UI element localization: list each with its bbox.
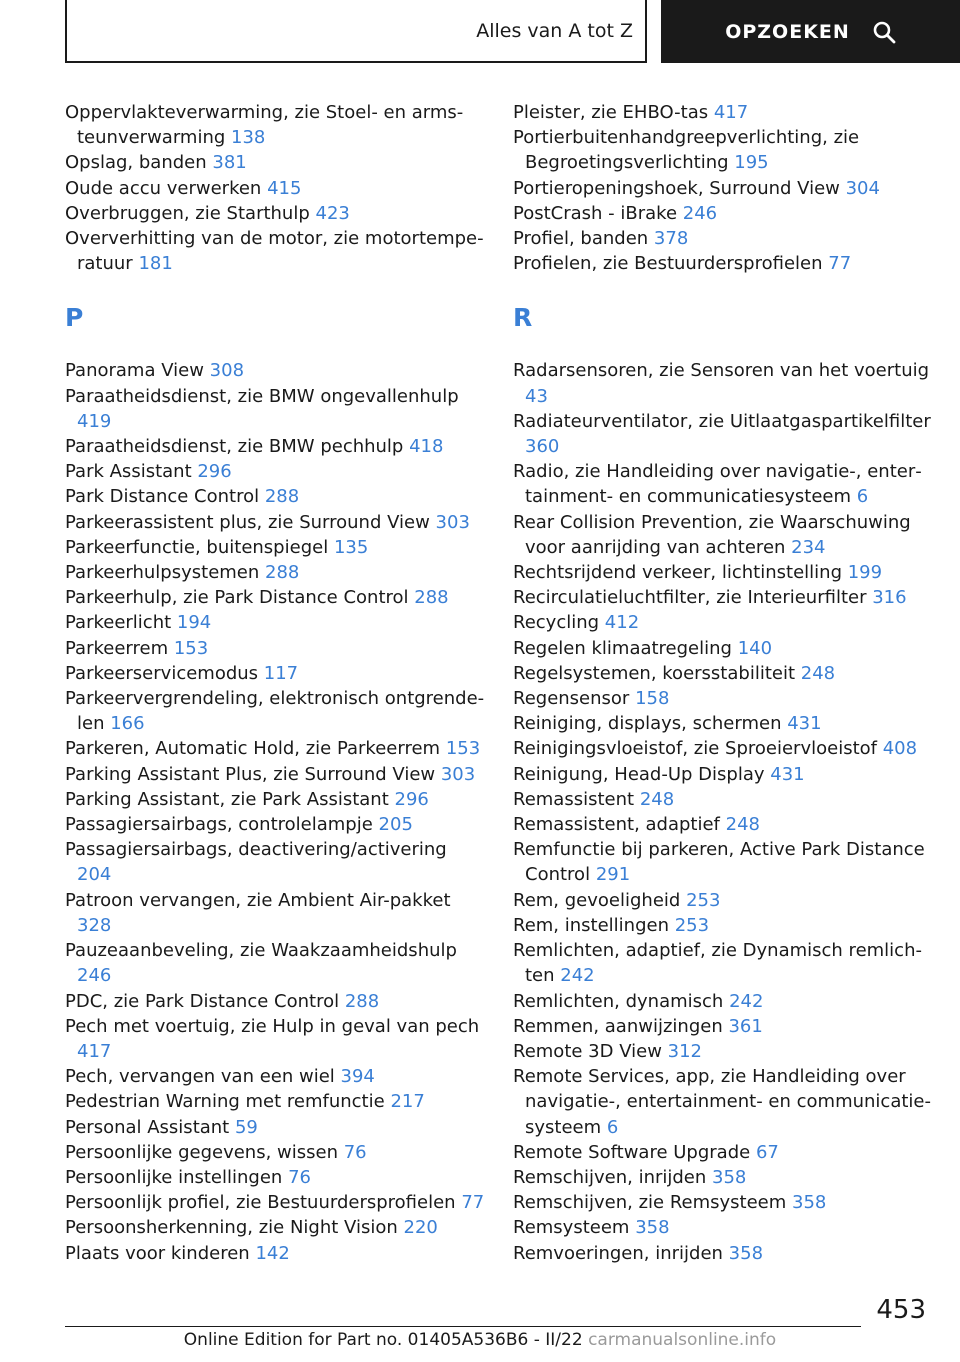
page-number: 453 xyxy=(876,1295,926,1325)
index-page-link[interactable]: 194 xyxy=(176,612,212,634)
index-entry xyxy=(65,384,485,434)
index-entry-text: Recycling xyxy=(513,612,600,634)
index-entry-text: Park Distance Control xyxy=(65,486,260,508)
index-entry xyxy=(65,762,485,787)
index-entry xyxy=(513,812,933,837)
index-entry-text: Profiel, banden xyxy=(513,228,649,250)
index-entry xyxy=(513,560,933,585)
index-entry xyxy=(65,535,485,560)
section-title: Alles van A tot Z xyxy=(476,19,633,42)
index-entry xyxy=(513,510,933,560)
index-page-link[interactable]: 246 xyxy=(682,202,718,224)
index-entry-text: Parkeervergrendeling, elektronisch ontgrendelen xyxy=(65,688,485,735)
index-entry xyxy=(65,989,485,1014)
index-entry xyxy=(65,888,485,938)
index-entry-text: Park Assistant xyxy=(65,461,192,483)
index-page-link[interactable]: 431 xyxy=(787,713,822,735)
index-entry xyxy=(65,1064,485,1089)
index-entry-text: Parkeerrem xyxy=(65,637,169,659)
index-entry-text: Pech met voertuig, zie Hulp in geval van pech xyxy=(65,1015,480,1037)
index-entry-text: Remassistent, adaptief xyxy=(513,814,720,836)
index-entry-text: Remschijven, zie Remsysteem xyxy=(513,1192,787,1214)
index-page-link[interactable]: 360 xyxy=(525,436,560,458)
index-entry xyxy=(65,812,485,837)
index-page-link[interactable]: 76 xyxy=(343,1141,367,1163)
index-page-link[interactable]: 288 xyxy=(265,562,300,584)
index-entry-text: Persoonlijke gegevens, wissen xyxy=(65,1141,338,1163)
index-entry xyxy=(513,409,933,459)
footer-divider xyxy=(65,1326,861,1327)
index-entry-text: Oude accu verwerken xyxy=(65,177,262,199)
index-entry-text: Parkeerfunctie, buitenspiegel xyxy=(65,536,329,558)
index-entry-text: Opslag, banden xyxy=(65,152,207,174)
index-page-link[interactable]: 381 xyxy=(212,152,247,174)
index-entry-text: Recirculatieluchtfilter, zie Interieurfilter xyxy=(513,587,867,609)
index-entry xyxy=(513,1241,933,1266)
index-entry-text: Rem, instellingen xyxy=(513,914,669,936)
index-entry-text: Portieropeningshoek, Surround View xyxy=(513,177,840,199)
index-entry-text: Oppervlakteverwarming, zie Stoel- en armsteunverwarming xyxy=(65,102,464,149)
index-entry-text: Remvoeringen, inrijden xyxy=(513,1242,723,1264)
index-entry xyxy=(513,459,933,509)
index-page-link[interactable]: 328 xyxy=(77,914,112,936)
index-entry-text: Remote 3D View xyxy=(513,1040,662,1062)
index-entry xyxy=(513,736,933,761)
index-entry-text: Persoonlijke instellingen xyxy=(65,1166,283,1188)
index-entry xyxy=(513,837,933,887)
index-entry xyxy=(513,226,933,251)
index-entry xyxy=(513,1190,933,1215)
index-entry-text: Regensensor xyxy=(513,688,630,710)
index-entry-text: Pech, vervangen van een wiel xyxy=(65,1066,335,1088)
index-entry-text: Panorama View xyxy=(65,360,204,382)
index-entry xyxy=(513,1215,933,1240)
index-entry xyxy=(65,484,485,509)
index-page-link[interactable]: 166 xyxy=(110,713,145,735)
index-entry-text: Parkeerservicemodus xyxy=(65,662,259,684)
index-page-link[interactable]: 217 xyxy=(390,1091,425,1113)
index-page-link[interactable]: 291 xyxy=(595,864,631,886)
index-page-link[interactable]: 288 xyxy=(264,486,300,508)
index-entry-text: Radarsensoren, zie Sensoren van het voertuig xyxy=(513,360,930,382)
index-entry xyxy=(513,610,933,635)
index-entry xyxy=(513,251,933,276)
index-page-link[interactable]: 205 xyxy=(378,814,413,836)
index-entry-text: Parking Assistant, zie Park Assistant xyxy=(65,788,389,810)
index-page-link[interactable]: 308 xyxy=(209,360,245,382)
index-page-link[interactable]: 419 xyxy=(77,410,112,432)
index-entry-text: Parkeerassistent plus, zie Surround View xyxy=(65,511,430,533)
index-page-link[interactable]: 153 xyxy=(173,637,209,659)
index-page-link[interactable]: 358 xyxy=(635,1217,670,1239)
index-page-link[interactable]: 358 xyxy=(712,1166,747,1188)
index-entry xyxy=(65,1089,485,1114)
index-entry-text: Paraatheidsdienst, zie BMW ongevallenhulp xyxy=(65,385,459,407)
index-entry-text: Paraatheidsdienst, zie BMW pechhulp xyxy=(65,436,404,458)
index-entry xyxy=(65,358,485,383)
index-entry-text: PDC, zie Park Distance Control xyxy=(65,990,340,1012)
index-page-link[interactable]: 6 xyxy=(856,486,869,508)
index-entry xyxy=(513,686,933,711)
index-page-link[interactable]: 234 xyxy=(791,536,826,558)
index-entry-text: Reinigung, Head-Up Display xyxy=(513,763,765,785)
index-page-link[interactable]: 138 xyxy=(231,127,266,149)
index-entry-text: Remote Software Upgrade xyxy=(513,1141,751,1163)
index-entry-text: Regelen klimaatregeling xyxy=(513,637,732,659)
index-entry-text: Profielen, zie Bestuurdersprofielen xyxy=(513,253,823,275)
index-page-link[interactable]: 242 xyxy=(560,965,595,987)
index-entry-text: Parkeerhulpsystemen xyxy=(65,562,260,584)
index-page-link[interactable]: 248 xyxy=(800,662,836,684)
index-entry-text: Personal Assistant xyxy=(65,1116,230,1138)
index-entry xyxy=(513,888,933,913)
index-page-link[interactable]: 199 xyxy=(847,562,883,584)
index-entry xyxy=(513,661,933,686)
index-entry-text: Radio, zie Handleiding over navigatie-, entertainment- en communicatiesysteem xyxy=(513,461,922,508)
index-page-link[interactable]: 59 xyxy=(234,1116,258,1138)
index-entry xyxy=(513,358,933,408)
index-entry xyxy=(65,787,485,812)
index-entry-text: Portierbuitenhandgreepverlichting, zie Begroetingsverlichting xyxy=(513,127,860,174)
index-page-link[interactable]: 415 xyxy=(267,177,302,199)
index-entry-text: Persoonsherkenning, zie Night Vision xyxy=(65,1217,398,1239)
index-page-link[interactable]: 246 xyxy=(77,965,112,987)
index-entry-text: Rem, gevoeligheid xyxy=(513,889,681,911)
index-entry xyxy=(65,585,485,610)
index-entry xyxy=(65,201,485,226)
index-page-link[interactable]: 248 xyxy=(639,788,675,810)
index-entry-text: Pauzeaanbeveling, zie Waakzaamheidshulp xyxy=(65,940,457,962)
index-page-link[interactable]: 358 xyxy=(728,1242,764,1264)
index-page-link[interactable]: 195 xyxy=(734,152,769,174)
index-page-link[interactable]: 378 xyxy=(653,228,689,250)
index-letter-heading: R xyxy=(513,303,533,333)
index-entry xyxy=(65,560,485,585)
index-entry xyxy=(65,459,485,484)
index-entry-text: Remlichten, dynamisch xyxy=(513,990,724,1012)
index-entry xyxy=(65,1115,485,1140)
search-tab[interactable] xyxy=(661,0,960,63)
index-page-link[interactable]: 316 xyxy=(872,587,907,609)
index-entry xyxy=(513,787,933,812)
index-entry-text: Plaats voor kinderen xyxy=(65,1242,250,1264)
index-page-link[interactable]: 67 xyxy=(755,1141,779,1163)
index-entry-text: PostCrash - iBrake xyxy=(513,202,678,224)
index-entry xyxy=(65,1215,485,1240)
index-page-link[interactable]: 418 xyxy=(409,436,444,458)
index-page-link[interactable]: 408 xyxy=(882,738,918,760)
index-entry-text: Parking Assistant Plus, zie Surround View xyxy=(65,763,436,785)
index-entry-text: Radiateurventilator, zie Uitlaatgaspartikelfilter xyxy=(513,410,931,432)
index-entry xyxy=(513,1140,933,1165)
section-tab[interactable] xyxy=(65,0,647,63)
index-entry xyxy=(65,1014,485,1064)
footer-edition: Online Edition for Part no. 01405A536B6 - II/22 xyxy=(183,1330,583,1350)
index-page-link[interactable]: 288 xyxy=(344,990,380,1012)
index-entry xyxy=(65,150,485,175)
index-page-link[interactable]: 140 xyxy=(737,637,773,659)
index-entry-text: Remlichten, adaptief, zie Dynamisch remlichten xyxy=(513,940,922,987)
index-entry xyxy=(65,1165,485,1190)
index-entry xyxy=(513,938,933,988)
index-entry xyxy=(513,762,933,787)
index-page-link[interactable]: 253 xyxy=(686,889,721,911)
index-page-link[interactable]: 303 xyxy=(440,763,476,785)
index-page-link[interactable]: 303 xyxy=(435,511,470,533)
index-entry xyxy=(513,100,933,125)
index-entry xyxy=(65,636,485,661)
index-entry-text: Parkeerlicht xyxy=(65,612,172,634)
index-entry-text: Parkeren, Automatic Hold, zie Parkeerrem xyxy=(65,738,441,760)
index-entry xyxy=(65,1190,485,1215)
index-page-link[interactable]: 417 xyxy=(713,102,749,123)
page-footer xyxy=(0,1330,960,1350)
index-entry xyxy=(65,686,485,736)
search-label: OPZOEKEN xyxy=(725,20,850,43)
index-entry-text: Patroon vervangen, zie Ambient Air-pakket xyxy=(65,889,451,911)
index-page-link[interactable]: 394 xyxy=(340,1066,375,1088)
index-page-link[interactable]: 77 xyxy=(461,1192,485,1214)
index-page-link[interactable]: 312 xyxy=(667,1040,703,1062)
index-page-link[interactable]: 76 xyxy=(288,1166,311,1188)
index-entry xyxy=(65,938,485,988)
index-page-link[interactable]: 153 xyxy=(445,738,481,760)
index-entry-text: Rear Collision Prevention, zie Waarschuwing voor aanrijding van achteren xyxy=(513,511,911,558)
index-column-right xyxy=(513,100,933,1266)
index-entry xyxy=(65,837,485,887)
index-page-link[interactable]: 242 xyxy=(729,990,764,1012)
index-page-link[interactable]: 77 xyxy=(828,253,852,275)
index-entry-text: Oververhitting van de motor, zie motortemperatuur xyxy=(65,228,484,275)
index-page-link[interactable]: 431 xyxy=(770,763,805,785)
index-entry-text: Remschijven, inrijden xyxy=(513,1166,707,1188)
index-column-left xyxy=(65,100,485,1266)
index-entry xyxy=(65,736,485,761)
index-page-link[interactable]: 220 xyxy=(403,1217,438,1239)
index-page-link[interactable]: 43 xyxy=(525,385,548,407)
index-entry xyxy=(513,1165,933,1190)
search-icon xyxy=(872,20,896,44)
index-letter-heading: P xyxy=(65,303,84,333)
index-page-link[interactable]: 304 xyxy=(845,177,880,199)
index-entry-text: Remfunctie bij parkeren, Active Park Distance Control xyxy=(513,839,925,886)
index-page-link[interactable]: 417 xyxy=(77,1040,112,1062)
index-page-link[interactable]: 361 xyxy=(728,1015,763,1037)
index-entry xyxy=(65,510,485,535)
index-entry xyxy=(65,1241,485,1266)
index-entry xyxy=(65,434,485,459)
index-entry-text: Remmen, aanwijzingen xyxy=(513,1015,723,1037)
index-page-link[interactable]: 158 xyxy=(635,688,670,710)
page-header xyxy=(0,0,960,66)
index-entry xyxy=(513,1064,933,1140)
index-entry-text: Pleister, zie EHBO-tas xyxy=(513,102,709,123)
index-entry xyxy=(65,1140,485,1165)
index-entry xyxy=(513,585,933,610)
index-page-link[interactable]: 288 xyxy=(414,587,449,609)
index-entry xyxy=(513,1014,933,1039)
index-page-link[interactable]: 412 xyxy=(604,612,640,634)
index-entry xyxy=(513,711,933,736)
index-page-link[interactable]: 117 xyxy=(263,662,299,684)
index-entry xyxy=(513,1039,933,1064)
index-page-link[interactable]: 135 xyxy=(333,536,369,558)
index-entry xyxy=(65,661,485,686)
index-entry xyxy=(513,125,933,175)
index-page-link[interactable]: 296 xyxy=(197,461,232,483)
index-entry xyxy=(65,610,485,635)
index-entry-text: Remassistent xyxy=(513,788,635,810)
index-entry-text: Reinigingsvloeistof, zie Sproeiervloeistof xyxy=(513,738,877,760)
index-entry-text: Reiniging, displays, schermen xyxy=(513,713,782,735)
index-page-link[interactable]: 248 xyxy=(725,814,760,836)
index-entry-text: Pedestrian Warning met remfunctie xyxy=(65,1091,385,1113)
index-entry xyxy=(65,176,485,201)
index-entry xyxy=(513,201,933,226)
index-entry-text: Rechtsrijdend verkeer, lichtinstelling xyxy=(513,562,842,584)
index-page-link[interactable]: 423 xyxy=(315,202,350,224)
index-entry-text: Remsysteem xyxy=(513,1217,630,1239)
index-entry-text: Regelsystemen, koersstabiliteit xyxy=(513,662,796,684)
index-entry xyxy=(65,226,485,276)
index-page-link[interactable]: 6 xyxy=(606,1116,619,1138)
index-page-link[interactable]: 358 xyxy=(792,1192,827,1214)
index-entry xyxy=(513,913,933,938)
index-entry-text: Passagiersairbags, controlelampje xyxy=(65,814,373,836)
index-entry-text: Remote Services, app, zie Handleiding over navigatie-, entertainment- en communicatiesysteem xyxy=(513,1066,931,1138)
index-page-link[interactable]: 253 xyxy=(674,914,710,936)
index-entry-text: Parkeerhulp, zie Park Distance Control xyxy=(65,587,409,609)
index-page-link[interactable]: 181 xyxy=(138,253,173,275)
index-page-link[interactable]: 142 xyxy=(255,1242,290,1264)
index-entry xyxy=(513,636,933,661)
index-entry-text: Overbruggen, zie Starthulp xyxy=(65,202,310,224)
index-entry xyxy=(65,100,485,150)
index-entry-text: Passagiersairbags, deactivering/activering xyxy=(65,839,447,861)
footer-watermark: carmanualsonline.info xyxy=(588,1330,777,1350)
index-entry xyxy=(513,176,933,201)
index-entry-text: Persoonlijk profiel, zie Bestuurdersprofielen xyxy=(65,1192,456,1214)
index-page-link[interactable]: 296 xyxy=(394,788,429,810)
index-page-link[interactable]: 204 xyxy=(77,864,112,886)
index-entry xyxy=(513,989,933,1014)
